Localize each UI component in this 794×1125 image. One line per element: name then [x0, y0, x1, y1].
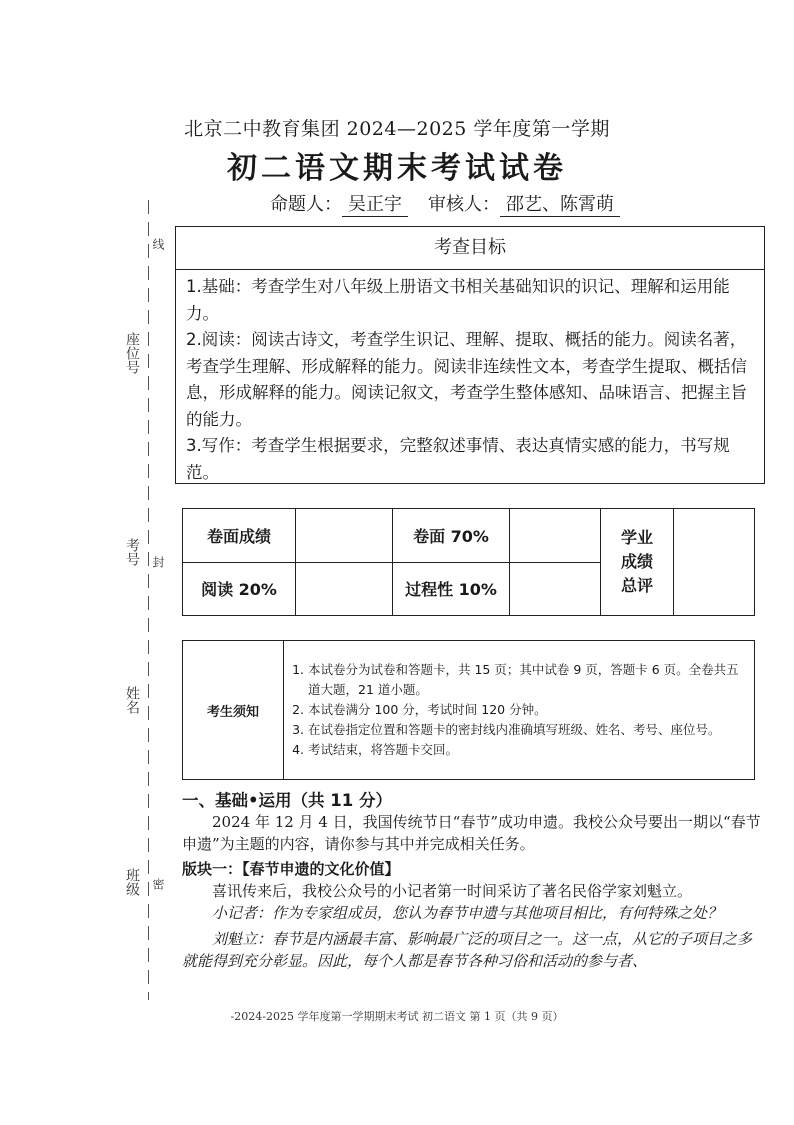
score-label-reading: 阅读 20%: [183, 562, 296, 616]
page-title: 初二语文期末考试试卷: [227, 151, 567, 186]
score-cell[interactable]: [510, 509, 601, 563]
interview-para-2: 小记者：作为专家组成员，您认为春节申遗与其他项目相比，有何特殊之处？: [212, 904, 723, 922]
page-footer: -2024-2025 学年度第一学期期末考试 初二语文 第 1 页（共 9 页）: [230, 1010, 564, 1023]
score-label-paper: 卷面成绩: [183, 509, 296, 563]
margin-line-mark: 线: [151, 238, 165, 250]
section-intro: 2024 年 12 月 4 日，我国传统节日“春节”成功申遗。我校公众号要出一期以“春节申遗”为主题的内容，请你参与其中并完成相关任务。: [182, 813, 761, 853]
section-heading: 一、基础•运用（共 11 分）: [182, 791, 392, 810]
score-label-paper-70: 卷面 70%: [393, 509, 510, 563]
interview-para-1: 喜讯传来后，我校公众号的小记者第一时间采访了著名民俗学家刘魁立。: [212, 882, 693, 900]
objective-item: 3.写作：考查学生根据要求，完整叙述事情、表达真情实感的能力，书写规范。: [186, 436, 730, 482]
notice-table: [182, 640, 755, 780]
notice-item: 3. 在试卷指定位置和答题卡的密封线内准确填写班级、姓名、考号、座位号。: [308, 720, 746, 740]
setter-name: 吴正宇: [342, 190, 408, 217]
score-label-total: [601, 509, 674, 616]
margin-secret-mark: 密: [151, 878, 165, 890]
notice-item: 1. 本试卷分为试卷和答题卡，共 15 页；其中试卷 9 页，答题卡 6 页。全卷共五道大题，21 道小题。: [308, 660, 746, 700]
notice-label: 考生须知: [183, 641, 284, 780]
score-cell[interactable]: [510, 562, 601, 616]
score-table: [182, 508, 755, 616]
reviewer-label: 审核人：: [428, 194, 500, 215]
margin-seat-label: 座位号: [124, 332, 140, 374]
score-total-cell[interactable]: [674, 509, 755, 616]
authors-line: [270, 190, 620, 217]
margin-exam-no-label: 考号: [124, 538, 140, 566]
objectives-body: [176, 270, 764, 490]
objective-item: 2.阅读：阅读古诗文，考查学生识记、理解、提取、概括的能力。阅读名著，考查学生理解、形成解释的能力。阅读非连续性文本，考查学生提取、概括信息，形成解释的能力。阅读记叙文，考查学生整体感知、品味语言、把握主旨的能力。: [186, 330, 747, 429]
score-cell[interactable]: [296, 509, 393, 563]
total-label-text: 学业成绩总评: [620, 528, 653, 595]
notice-list: [284, 654, 754, 766]
margin-name-label: 姓名: [124, 686, 140, 714]
notice-item: 2. 本试卷满分 100 分，考试时间 120 分钟。: [308, 700, 746, 720]
reviewer-name: 邵艺、陈霄萌: [500, 190, 620, 217]
binding-dashed-line: [148, 200, 149, 1000]
block-heading: 版块一：【春节申遗的文化价值】: [182, 860, 400, 878]
objective-item: 1.基础：考查学生对八年级上册语文书相关基础知识的识记、理解和运用能力。: [186, 277, 730, 323]
interview-para-3: 刘魁立：春节是内涵最丰富、影响最广泛的项目之一。这一点，从它的子项目之多就能得到充分彰显。因此，每个人都是春节各种习俗和活动的参与者、: [182, 930, 753, 970]
school-line: 北京二中教育集团 2024—2025 学年度第一学期: [184, 118, 610, 140]
margin-class-label: 班级: [124, 868, 140, 896]
score-label-process: 过程性 10%: [393, 562, 510, 616]
setter-label: 命题人：: [270, 194, 342, 215]
margin-seal-mark: 封: [151, 556, 165, 568]
notice-content: [284, 641, 755, 780]
objectives-heading: 考查目标: [176, 227, 764, 270]
section-body: [182, 811, 762, 972]
score-cell[interactable]: [296, 562, 393, 616]
notice-item: 4. 考试结束，将答题卡交回。: [308, 740, 746, 760]
objectives-box: [175, 226, 765, 484]
